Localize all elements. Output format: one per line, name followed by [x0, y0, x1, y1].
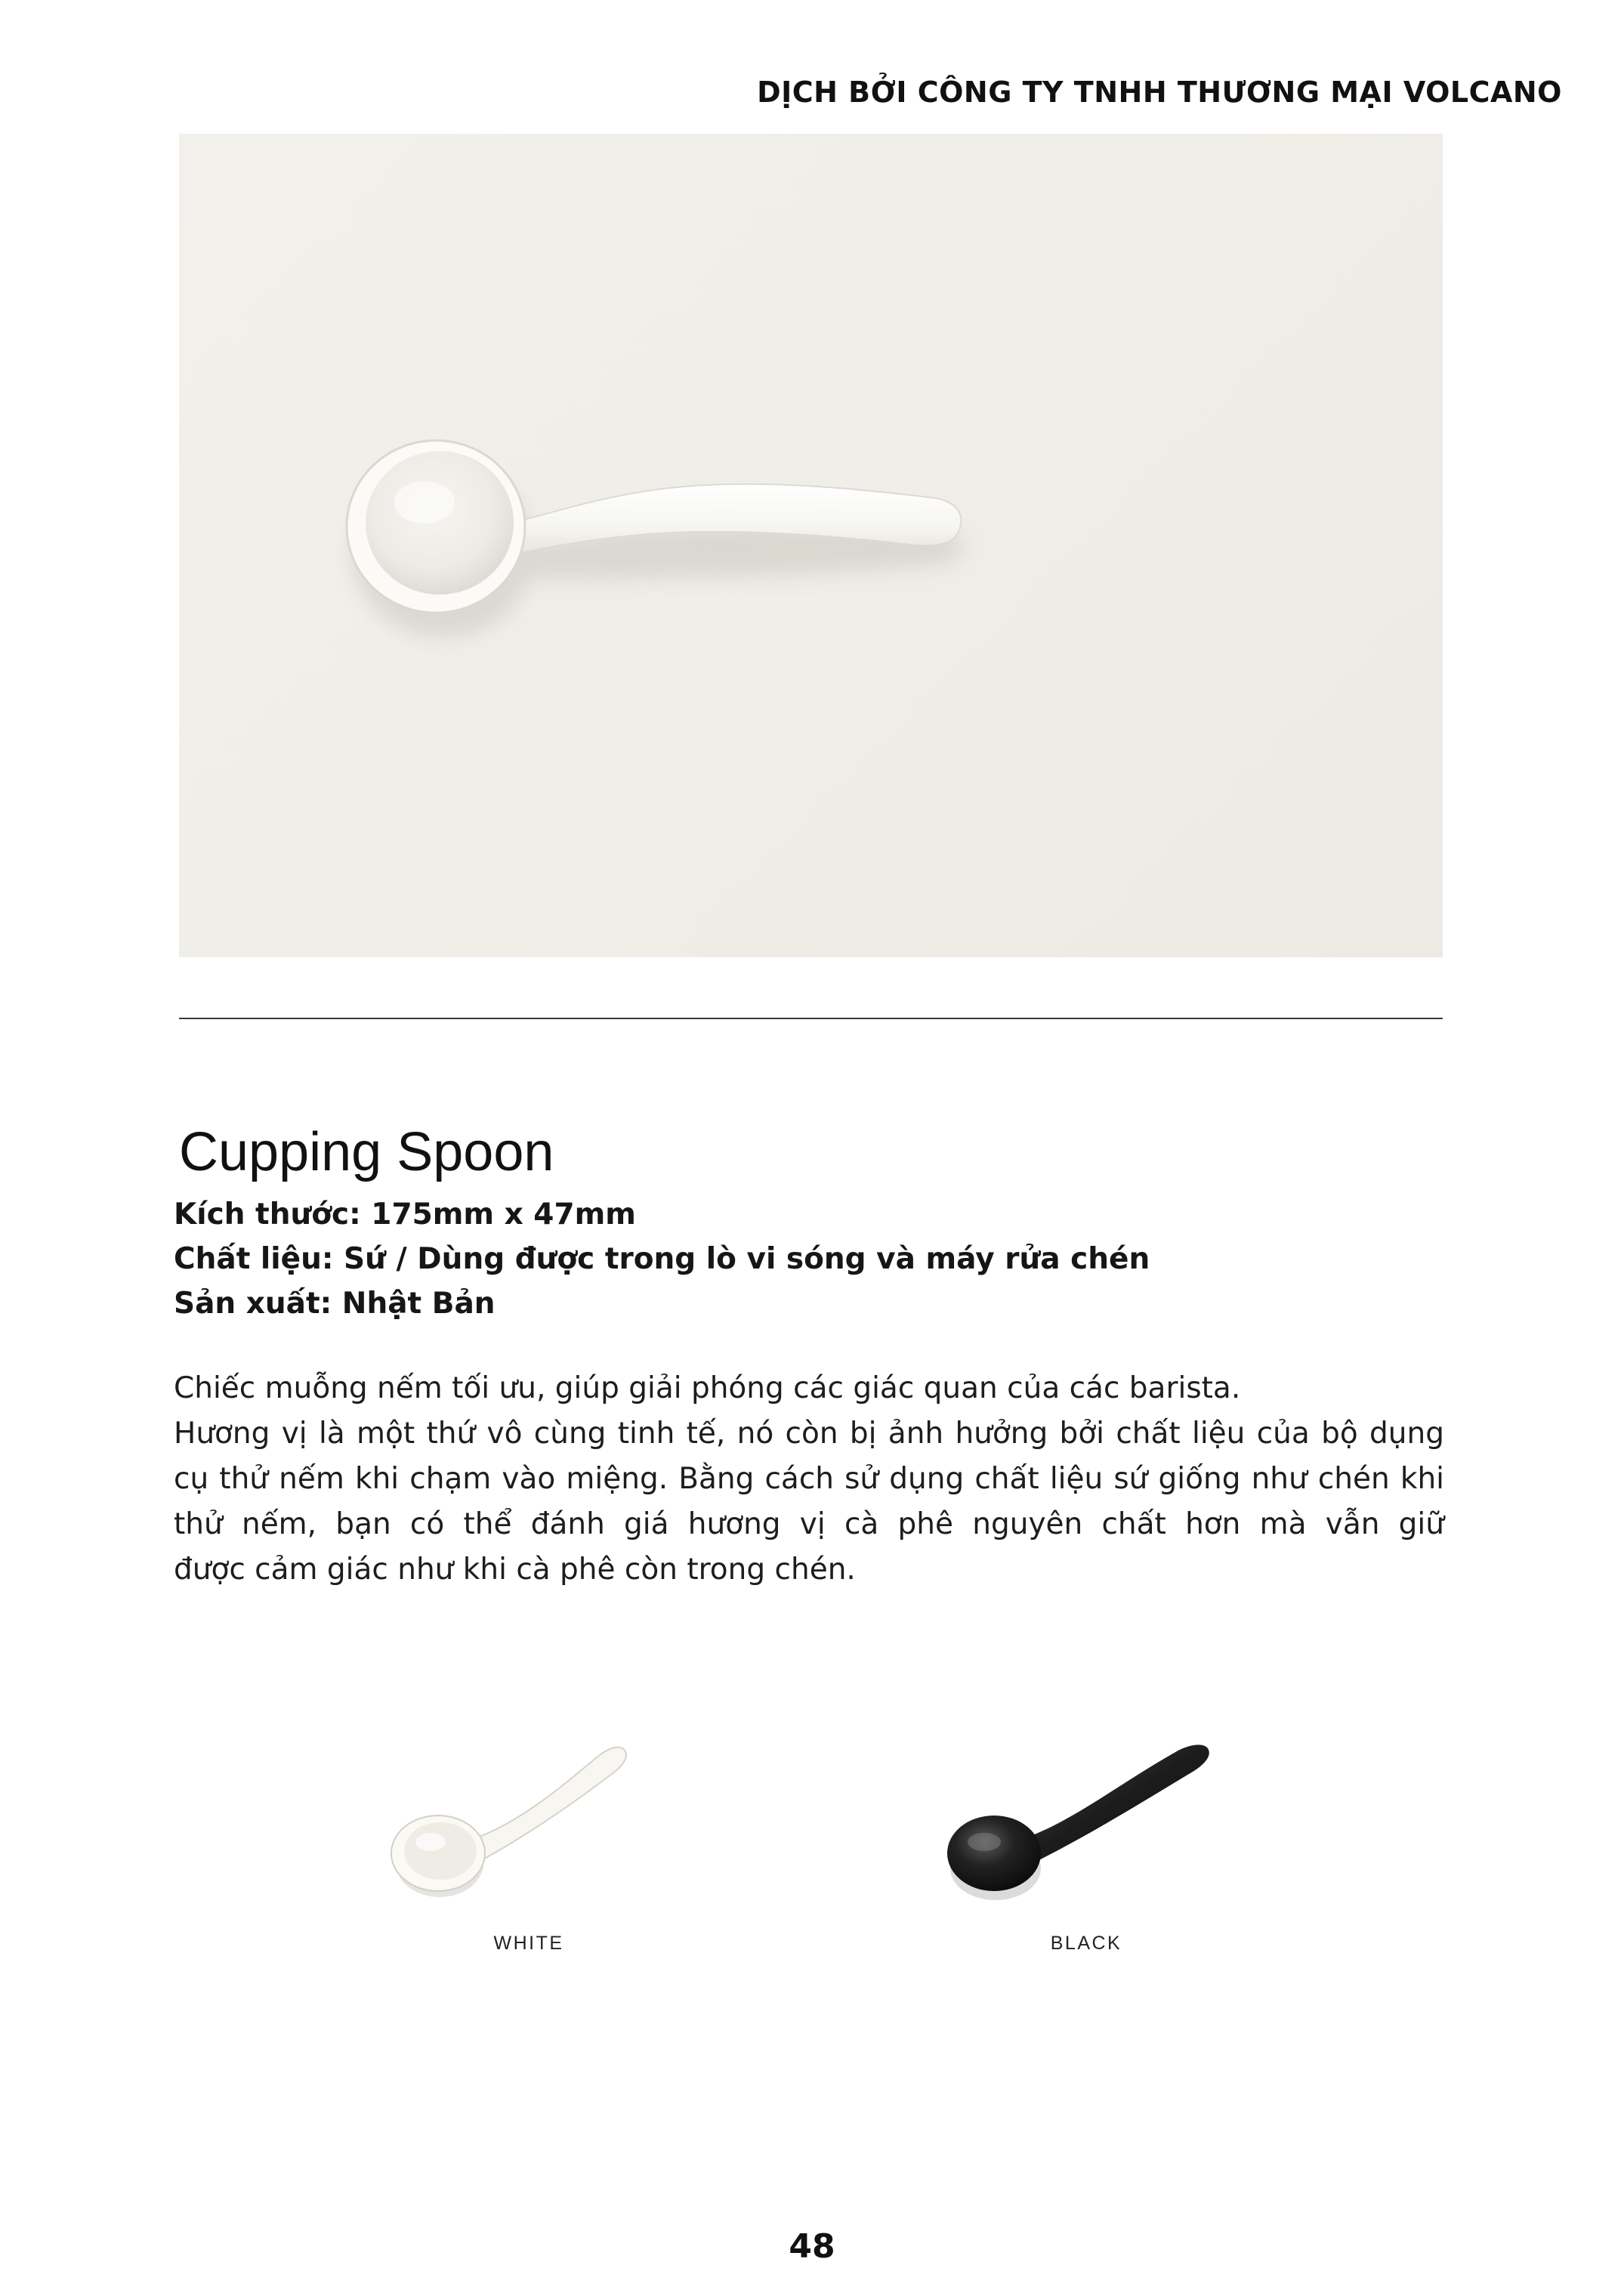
- spec-material: Chất liệu: Sứ / Dùng được trong lò vi sóng và máy rửa chén: [174, 1242, 1150, 1276]
- black-spoon-handle: [1018, 1744, 1209, 1863]
- description-body: Hương vị là một thứ vô cùng tinh tế, nó còn bị ảnh hưởng bởi chất liệu của bộ dụng cụ thử nếm khi chạm vào miệng. Bằng cách sử dụng chất liệu sứ giống như chén khi thử nếm, bạn có thể đánh giá hương vị cà phê nguyên chất hơn mà vẫn giữ: [174, 1417, 1444, 1541]
- section-divider: [179, 1018, 1443, 1019]
- variant-white-label: WHITE: [493, 1933, 564, 1954]
- variant-black-label: BLACK: [1050, 1933, 1122, 1954]
- product-title: Cupping Spoon: [179, 1122, 554, 1183]
- variant-black: [890, 1706, 1283, 1955]
- black-spoon-bowl: [947, 1816, 1041, 1891]
- product-description: [174, 1366, 1444, 1593]
- white-spoon-thumbnail: [332, 1706, 725, 1925]
- description-last-line: được cảm giác như khi cà phê còn trong chén.: [174, 1553, 856, 1587]
- white-spoon-handle: [468, 1748, 626, 1861]
- spec-size: Kích thước: 175mm x 47mm: [174, 1197, 636, 1231]
- hero-product-photo: [179, 134, 1443, 957]
- description-lead: Chiếc muỗng nếm tối ưu, giúp giải phóng các giác quan của các barista.: [174, 1371, 1241, 1405]
- white-spoon-illustration: [179, 134, 1443, 957]
- header-credit: DỊCH BỞI CÔNG TY TNHH THƯƠNG MẠI VOLCANO: [757, 76, 1562, 109]
- page-number: 48: [789, 2227, 835, 2266]
- variant-white: [332, 1706, 725, 1955]
- product-specs: [174, 1192, 1450, 1326]
- black-spoon-thumbnail: [890, 1706, 1283, 1925]
- spec-origin: Sản xuất: Nhật Bản: [174, 1287, 496, 1321]
